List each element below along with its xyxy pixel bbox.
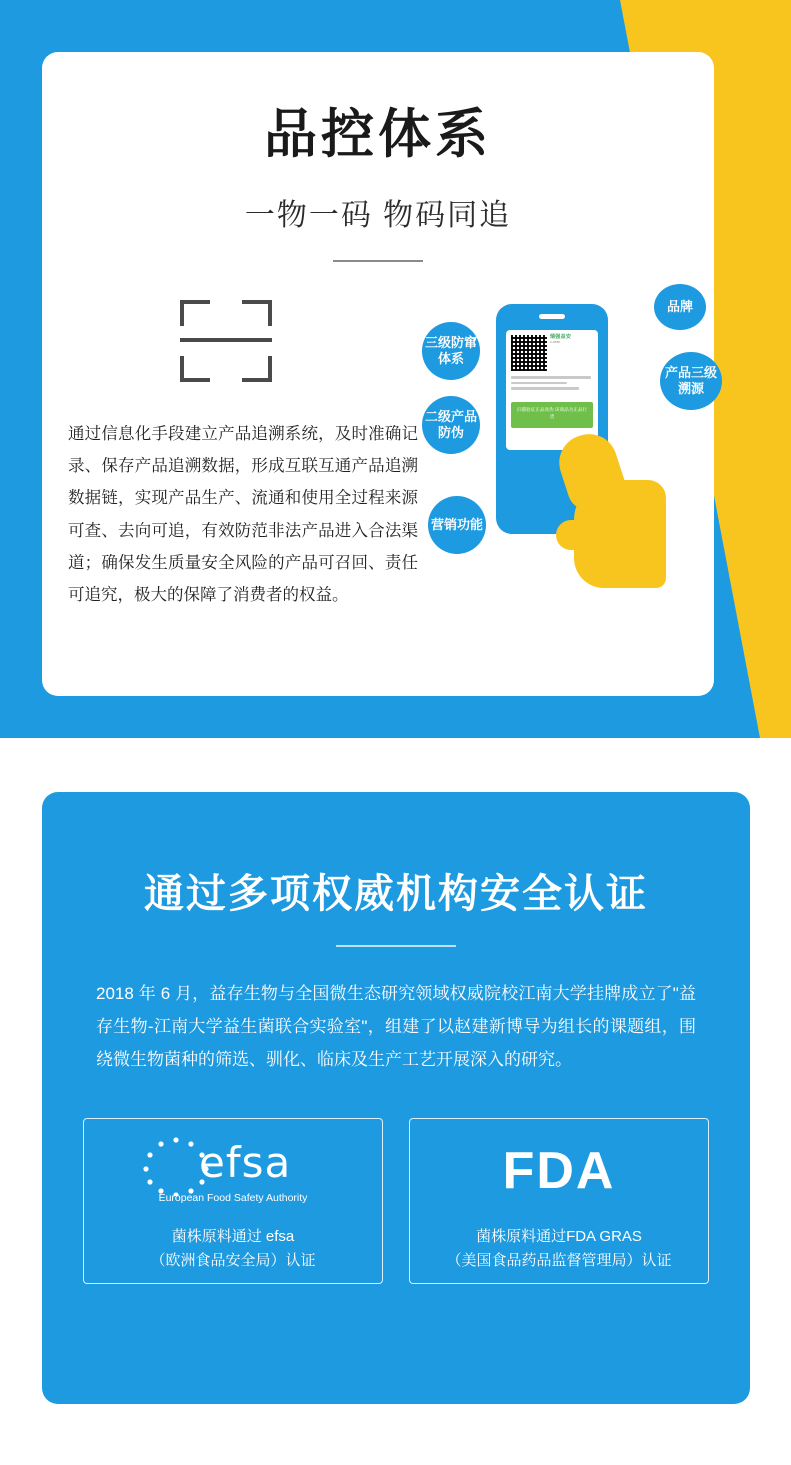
scan-frame-icon xyxy=(180,300,272,382)
cert-card-fda xyxy=(409,1118,709,1284)
fda-logo xyxy=(503,1129,616,1213)
section2-title: 通过多项权威机构安全认证 xyxy=(144,872,648,916)
efsa-logo xyxy=(133,1129,333,1213)
efsa-wordmark: efsa xyxy=(199,1138,292,1188)
section1-divider xyxy=(333,260,423,262)
efsa-caption xyxy=(150,1225,315,1273)
phone-speaker xyxy=(539,314,565,319)
fda-caption xyxy=(446,1225,671,1273)
screen-brand: 瑞强益安 xyxy=(550,334,572,340)
fda-caption-line1: 菌株原料通过FDA GRAS xyxy=(476,1228,642,1246)
fda-caption-line2: （美国食品药品监督管理局）认证 xyxy=(446,1252,672,1270)
section1-subtitle: 一物一码 物码同追 xyxy=(244,199,512,232)
screen-verify-banner: 扫描验证正品真伪 该商品为正品行货 xyxy=(511,402,593,428)
qr-code-icon xyxy=(511,335,547,371)
section2-body-text: 2018 年 6 月，益存生物与全国微生态研究领域权威院校江南大学挂牌成立了"益存生物-江南大学益生菌联合实验室"，组建了以赵建新博导为组长的课题组，围绕微生物菌种的筛选、驯化、临床及生产工艺开展深入的研究。 xyxy=(96,984,696,1070)
bubble-anti-diversion: 三级防窜体系 xyxy=(422,322,480,380)
efsa-caption-line2: （欧洲食品安全局）认证 xyxy=(150,1252,316,1270)
efsa-subtitle: European Food Safety Authority xyxy=(158,1192,308,1205)
hand-icon xyxy=(556,428,676,588)
screen-meta-lines xyxy=(511,376,591,393)
efsa-caption-line1: 菌株原料通过 efsa xyxy=(171,1228,295,1246)
section-certifications xyxy=(42,792,750,1404)
certification-list xyxy=(42,1118,750,1284)
section1-title: 品控体系 xyxy=(264,105,492,164)
bubble-anti-counterfeit: 二级产品防伪 xyxy=(422,396,480,454)
screen-brand-en: c-rean xyxy=(550,340,561,344)
bubble-marketing: 营销功能 xyxy=(428,496,486,554)
section2-divider xyxy=(336,945,456,947)
bubble-brand: 品牌 xyxy=(654,284,706,330)
section1-body-text: 通过信息化手段建立产品追溯系统，及时准确记录、保存产品追溯数据，形成互联互通产品追溯数据链，实现产品生产、流通和使用全过程来源可查、去向可追，有效防范非法产品进入合法渠道；确保发生质量安全风险的产品可召回、责任可追究，极大的保障了消费者的权益。 xyxy=(68,425,418,604)
bubble-traceability: 产品三级溯源 xyxy=(660,352,722,410)
cert-card-efsa xyxy=(83,1118,383,1284)
fda-wordmark: FDA xyxy=(502,1142,616,1201)
